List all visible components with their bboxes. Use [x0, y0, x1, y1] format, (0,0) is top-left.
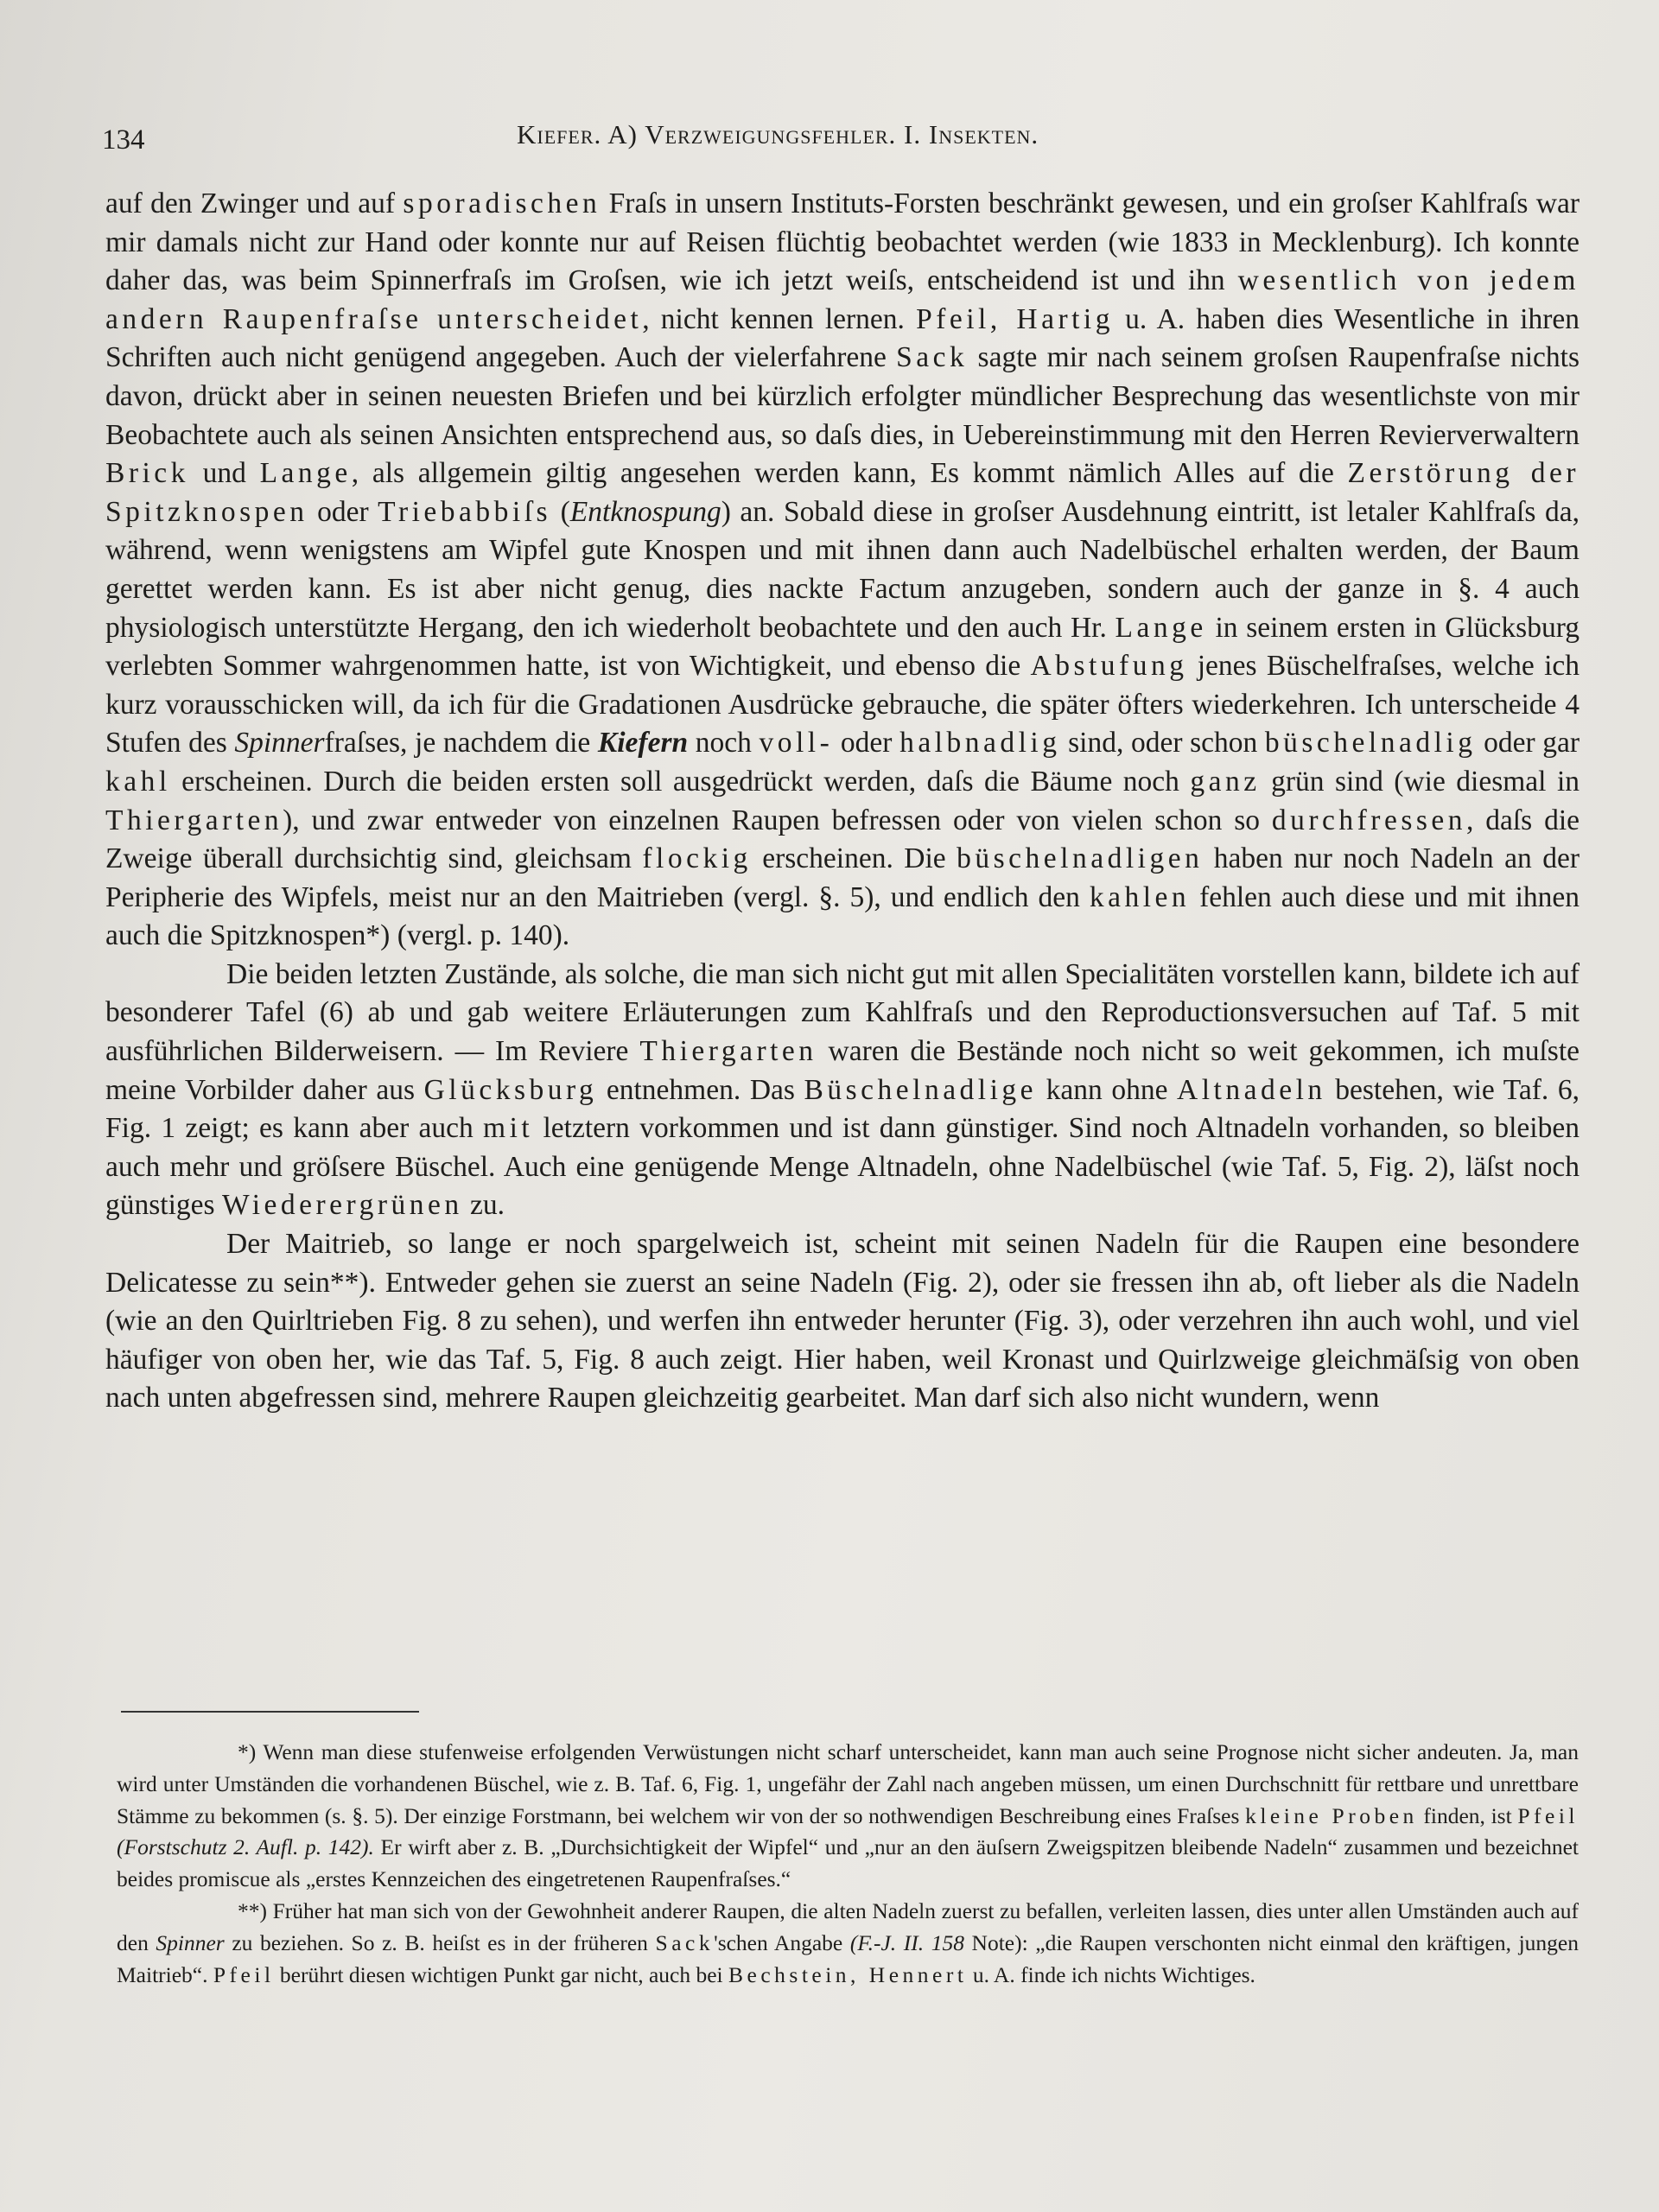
spaced-term: kahl: [105, 765, 171, 798]
spaced-name: Lange: [1115, 611, 1207, 644]
text-run: fehlen auch diese und mit ihnen auch die Spitzknospen*) (vergl. p. 140).: [105, 880, 1580, 952]
spaced-name: Pfeil: [1517, 1802, 1579, 1828]
text-run: letztern vorkommen und ist dann günstiger. Sind noch Altnadeln vorhanden, so bleiben auch mehr und gröſsere Büschel. Auch eine genügende Menge Altnadeln, ohne Nadelbüschel (wie Taf. 5, Fig. 2), läſst noch günstiges: [105, 1112, 1580, 1222]
text-run: waren die Bestände noch nicht so weit gekommen, ich muſste meine Vorbilder daher aus: [105, 1035, 1580, 1106]
page-number: 134: [102, 124, 145, 156]
text-run: auf den Zwinger und auf: [105, 188, 404, 219]
text-run: , nicht kennen lernen.: [642, 302, 917, 335]
text-run: jenes Büschelfraſses, welche ich kurz vorausschicken will, da ich für die Gradationen Ausdrücke gebrauche, die später öfters wiederkehren. Ich unterscheide 4 Stufen des: [105, 650, 1580, 760]
spaced-term: mit: [483, 1112, 534, 1145]
text-run: u. A. finde ich nichts Wichtiges.: [967, 1961, 1255, 1987]
footnotes: [117, 1737, 1579, 1991]
text-run: Fraſs in unsern Instituts-Forsten beschränkt gewesen, und ein groſser Kahlfraſs war mir damals nicht zur Hand oder konnte nur auf Reisen flüchtig beobachtet werden (wie 1833 in Mecklenburg). Ich konnte daher das, was beim Spinnerfraſs im Groſsen, wie ich jetzt weiſs, entscheidend ist und ihn: [105, 188, 1580, 297]
text-run: ), und zwar entweder von einzelnen Raupen befressen oder von vielen schon so: [283, 804, 1272, 836]
spaced-term: büschelnadligen: [957, 842, 1204, 875]
spaced-term: Abstufung: [1030, 650, 1188, 683]
spaced-term: kleine Proben: [1245, 1802, 1418, 1828]
spaced-term: büschelnadlig: [1264, 727, 1477, 760]
spaced-term: Wiederergrünen: [221, 1189, 463, 1222]
spaced-place: Glücksburg: [423, 1073, 598, 1106]
text-run: grün sind (wie diesmal in: [1260, 765, 1580, 798]
spaced-term: durchfressen: [1271, 804, 1467, 836]
spaced-term: voll-: [759, 727, 834, 760]
page-header: [102, 119, 1580, 162]
bold-italic-term: Kiefern: [597, 727, 689, 760]
running-title: Kiefer. A) Verzweigungsfehler. I. Insekten.: [517, 119, 1039, 149]
text-run: zu.: [462, 1189, 505, 1222]
text-run: 'schen Angabe: [714, 1929, 850, 1955]
spaced-name: Lange: [259, 457, 352, 490]
spaced-term: Triebabbiſs: [378, 495, 552, 528]
spaced-term: halbnadlig: [899, 727, 1061, 760]
italic-term: Spinner: [156, 1929, 225, 1955]
text-run: Die beiden letzten Zustände, als solche, die man sich nicht gut mit allen Specialitäten vorstellen kann, bildete ich auf besonderer Tafel (6) ab und gab weitere Erläuterungen zum Kahlfraſs und den Reproductionsversuchen auf Taf. 5 mit ausführlichen Bilderweisern. — Im Reviere: [105, 957, 1580, 1068]
spaced-name: Sack: [896, 341, 969, 374]
main-text: [105, 185, 1580, 1418]
text-run: oder: [308, 495, 378, 528]
italic-citation: (Forstschutz 2. Aufl. p. 142).: [117, 1834, 374, 1860]
text-run: Er wirft aber z. B. „Durchsichtigkeit der Wipfel“ und „nur an den äuſsern Zweigspitzen bleibende Nadeln“ zusammen und bezeichnet beides promiscue als „erstes Kennzeichen des eingetretenen Raupenfraſses.“: [117, 1834, 1579, 1892]
spaced-term: Altnadeln: [1177, 1073, 1326, 1106]
spaced-term: flockig: [642, 842, 752, 875]
text-run: und: [188, 457, 260, 490]
text-run: oder gar: [1476, 727, 1580, 760]
text-run: ) an. Sobald diese in groſser Ausdehnung eintritt, ist letaler Kahlfraſs da, während, wenn wenigstens am Wipfel gute Knospen und mit ihnen dann auch Nadelbüschel erhalten werden, der Baum gerettet werden kann. Es ist aber nicht genug, dies nackte Factum anzugeben, sondern auch der ganze in §. 4 auch physiologisch unterstützte Hergang, den ich wiederholt beobachtete und den auch Hr.: [105, 495, 1580, 644]
text-run: zu beziehen. So z. B. heiſst es in der früheren: [224, 1929, 656, 1955]
spaced-place: Thiergarten: [639, 1035, 817, 1068]
text-run: finden, ist: [1417, 1802, 1518, 1828]
text-run: haben nur noch Nadeln an der Peripherie des Wipfels, meist nur an den Maitrieben (vergl. §. 5), und endlich den: [105, 842, 1580, 913]
text-run: , als allgemein giltig angesehen werden kann, Es kommt nämlich Alles auf die: [351, 457, 1348, 490]
spaced-term: Zerstörung der Spitzknospen: [105, 457, 1580, 528]
italic-term: Spinner: [234, 727, 325, 760]
text-run: *) Wenn man diese stufenweise erfolgenden Verwüstungen nicht scharf unterscheidet, kann man auch seine Prognose nicht sicher andeuten. Ja, man wird unter Umständen die vorhandenen Büschel, wie z. B. Taf. 6, Fig. 1, ungefähr der Zahl nach angeben müssen, um einen Durchschnitt für rettbare und unrettbare Stämme zu bekommen (s. §. 5). Der einzige Forstmann, bei welchem wir von der so nothwendigen Beschreibung eines Fraſses: [117, 1739, 1579, 1828]
text-run: entnehmen. Das: [597, 1073, 804, 1106]
text-run: u. A. haben dies Wesentliche in ihren Schriften auch nicht genügend angegeben. Auch der vielerfahrene: [105, 302, 1580, 374]
text-run: erscheinen. Die: [751, 842, 957, 875]
footnote-2: [117, 1896, 1579, 1991]
spaced-place: Thiergarten: [105, 804, 283, 836]
text-run: oder: [833, 727, 900, 760]
paragraph-1: [105, 185, 1580, 956]
text-run: Note): „die Raupen verschonten nicht einmal den kräftigen, jungen Maitrieb“.: [117, 1929, 1579, 1987]
paragraph-2: [105, 956, 1580, 1225]
text-run: bestehen, wie Taf. 6, Fig. 1 zeigt; es kann aber auch: [105, 1073, 1580, 1145]
text-run: Der Maitrieb, so lange er noch spargelweich ist, scheint mit seinen Nadeln für die Raupen eine besondere Delicatesse zu sein**). Entweder gehen sie zuerst an seine Nadeln (Fig. 2), oder sie fressen ihn ab, oft lieber als die Nadeln (wie an den Quirltrieben Fig. 8 zu sehen), und werfen ihn entweder herunter (Fig. 3), oder verzehren ihn auch wohl, und viel häufiger von oben her, wie das Taf. 5, Fig. 8 auch zeigt. Hier haben, weil Kronast und Quirlzweige gleichmäſsig von oben nach unten abgefressen sind, mehrere Raupen gleichzeitig gearbeitet. Man darf sich also nicht wundern, wenn: [105, 1228, 1580, 1414]
spaced-term: wesentlich von jedem andern Raupenfraſse unterscheidet: [105, 264, 1580, 335]
spaced-name: Pfeil: [213, 1961, 275, 1987]
footnote-1: [117, 1737, 1579, 1896]
text-run: **) Früher hat man sich von der Gewohnheit anderer Raupen, die alten Nadeln zuerst zu befallen, verleiten lassen, dies unter allen Umständen auch auf den: [117, 1897, 1579, 1955]
spaced-name: Brick: [105, 457, 189, 490]
spaced-term: kahlen: [1089, 880, 1191, 913]
text-run: sind, oder schon: [1060, 727, 1265, 760]
spaced-name: Bechstein, Hennert: [728, 1961, 968, 1987]
text-run: erscheinen. Durch die beiden ersten soll ausgedrückt werden, daſs die Bäume noch: [170, 765, 1191, 798]
text-run: , daſs die Zweige überall durchsichtig sind, gleichsam: [105, 804, 1580, 875]
text-run: kann ohne: [1037, 1073, 1178, 1106]
italic-term: Entknospung: [569, 495, 721, 528]
text-run: in seinem ersten in Glücksburg verlebten Sommer wahrgenommen hatte, ist von Wichtigkeit, und ebenso die: [105, 611, 1580, 683]
text-run: berührt diesen wichtigen Punkt gar nicht, auch bei: [274, 1961, 728, 1987]
spaced-name: Pfeil, Hartig: [916, 302, 1114, 335]
italic-citation: (F.-J. II. 158: [849, 1929, 964, 1955]
spaced-term: ganz: [1190, 765, 1261, 798]
spaced-term: sporadischen: [403, 188, 601, 219]
text-run: noch: [688, 727, 760, 760]
paragraph-3: [105, 1225, 1580, 1418]
footnote-separator: [121, 1711, 419, 1713]
spaced-term: Büschelnadlige: [804, 1073, 1038, 1106]
text-run: fraſses, je nachdem die: [324, 727, 598, 760]
spaced-name: Sack: [655, 1929, 715, 1955]
text-run: sagte mir nach seinem groſsen Raupenfraſse nichts davon, drückt aber in seinen neuesten Briefen und bei kürzlich erfolgter mündlicher Besprechung das wesentlichste von mir Beobachtete auch als seinen Ansichten entsprechend aus, so daſs dies, in Uebereinstimmung mit den Herren Revierverwaltern: [105, 341, 1580, 451]
text-run: (: [551, 495, 570, 528]
